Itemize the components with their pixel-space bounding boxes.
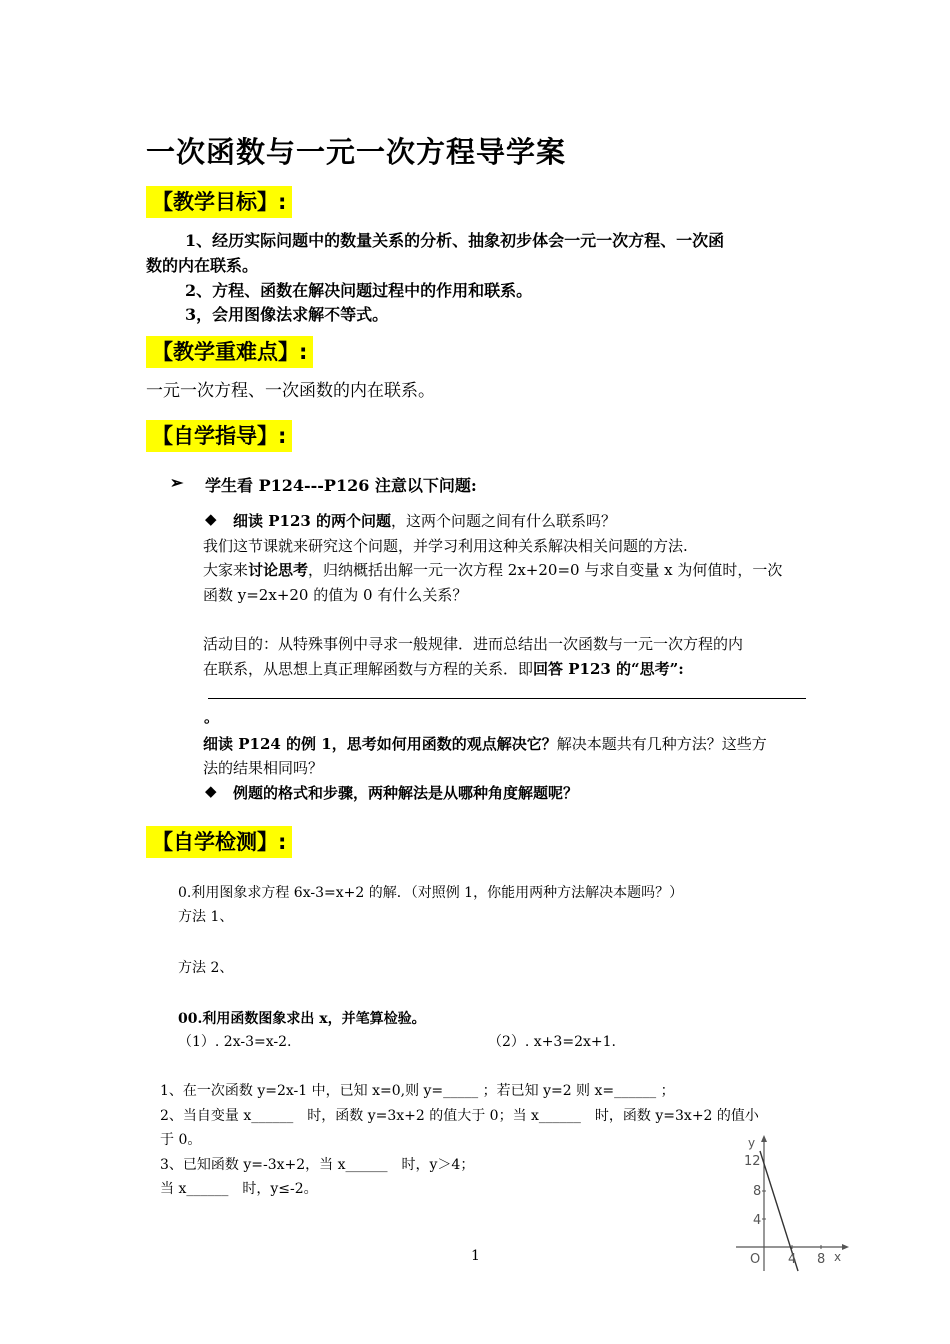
x-tick-label-4: 4	[788, 1252, 797, 1267]
answer-period: 。	[204, 708, 220, 726]
y-axis-label: y	[748, 1136, 756, 1150]
x-axis-arrow-icon	[842, 1244, 849, 1250]
check-question-2-line-2: 于 0。	[160, 1132, 202, 1148]
guidance-line-b	[203, 559, 782, 580]
check-question-3-line-1: 3、已知函数 y=-3x+2，当 x______ 时，y＞4；	[160, 1157, 475, 1173]
objective-1-line-1: 1、经历实际问题中的数量关系的分析、抽象初步体会一元一次方程、一次函	[185, 231, 725, 250]
guidance-line-c: 函数 y=2x+20 的值为 0 有什么关系？	[203, 586, 468, 604]
objective-1-line-2: 数的内在联系。	[146, 256, 259, 275]
check-equation-1: （1）. 2x-3=x-2.	[178, 1034, 292, 1050]
example-line-2: 法的结果相同吗？	[203, 759, 324, 777]
guidance-line-b-end: ，归纳概括出解一元一次方程 2x+20=0 与求自变量 x 为何值时，一次	[308, 561, 783, 579]
check-problem-0: 0.利用图象求方程 6x-3=x+2 的解．（对照例 1，你能用两种方法解决本题吗？）	[178, 885, 684, 901]
activity-line-2-start: 在联系，从思想上真正理解函数与方程的关系．即	[203, 660, 534, 678]
example-line-1-bold: 细读 P124 的例 1，思考如何用函数的观点解决它？	[203, 735, 557, 753]
guidance-line-a: 我们这节课就来研究这个问题，并学习利用这种关系解决相关问题的方法.	[203, 537, 688, 555]
example-line-1	[203, 733, 767, 754]
check-question-1: 1、在一次函数 y=2x-1 中，已知 x=0,则 y=_____ ；若已知 y=2 则 x=______ ；	[160, 1083, 675, 1099]
activity-line-2	[203, 658, 684, 679]
y-tick-label-12: 12	[744, 1154, 761, 1169]
y-axis-arrow-icon	[761, 1135, 767, 1142]
guidance-question-1-bold: 细读 P123 的两个问题	[233, 512, 392, 530]
diamond-bullet-icon: ◆	[205, 510, 217, 528]
y-tick-label-8: 8	[753, 1184, 762, 1199]
key-points-text: 一元一次方程、一次函数的内在联系。	[146, 381, 435, 401]
diamond-bullet-icon: ◆	[205, 782, 217, 800]
x-tick-label-8: 8	[817, 1252, 826, 1267]
guidance-line-b-start: 大家来	[203, 561, 249, 579]
objective-2: 2、方程、函数在解决问题过程中的作用和联系。	[185, 281, 533, 300]
guidance-arrow-item: 学生看 P124---P126 注意以下问题:	[205, 476, 477, 495]
function-graph	[728, 1133, 858, 1273]
guidance-question-1-rest: ，这两个问题之间有什么联系吗？	[391, 512, 617, 530]
arrow-bullet-icon: ➢	[170, 473, 184, 492]
y-tick-label-4: 4	[753, 1213, 762, 1228]
page-number: 1	[471, 1248, 480, 1264]
guidance-line-b-bold: 讨论思考	[248, 561, 309, 579]
activity-line-2-bold: 回答 P123 的“思考”:	[533, 660, 684, 678]
check-question-3-line-2: 当 x______ 时，y≤-2。	[160, 1181, 318, 1197]
guidance-question-2: 例题的格式和步骤，两种解法是从哪种角度解题呢？	[233, 784, 579, 802]
activity-line-1: 活动目的：从特殊事例中寻求一般规律．进而总结出一次函数与一元一次方程的内	[203, 635, 744, 653]
guidance-question-1	[233, 510, 616, 531]
check-method-2: 方法 2、	[178, 960, 234, 976]
objective-3: 3，会用图像法求解不等式。	[185, 305, 389, 324]
answer-blank-line	[208, 698, 806, 699]
page-title: 一次函数与一元一次方程导学案	[146, 135, 567, 169]
check-method-1: 方法 1、	[178, 909, 234, 925]
origin-label: O	[750, 1252, 761, 1267]
section-objectives-heading: 【教学目标】:	[146, 186, 292, 218]
check-problem-00: 00.利用函数图象求出 x，并笔算检验。	[178, 1011, 426, 1027]
x-axis-label: x	[834, 1250, 842, 1264]
section-key-points-heading: 【教学重难点】:	[146, 336, 313, 368]
section-check-heading: 【自学检测】:	[146, 826, 292, 858]
check-equation-2: （2）. x+3=2x+1.	[488, 1034, 616, 1050]
section-guidance-heading: 【自学指导】:	[146, 420, 292, 452]
example-line-1-rest: 解决本题共有几种方法？这些方	[556, 735, 767, 753]
check-question-2-line-1: 2、当自变量 x______ 时，函数 y=3x+2 的值大于 0；当 x______ 时，函数 y=3x+2 的值小	[160, 1108, 759, 1124]
